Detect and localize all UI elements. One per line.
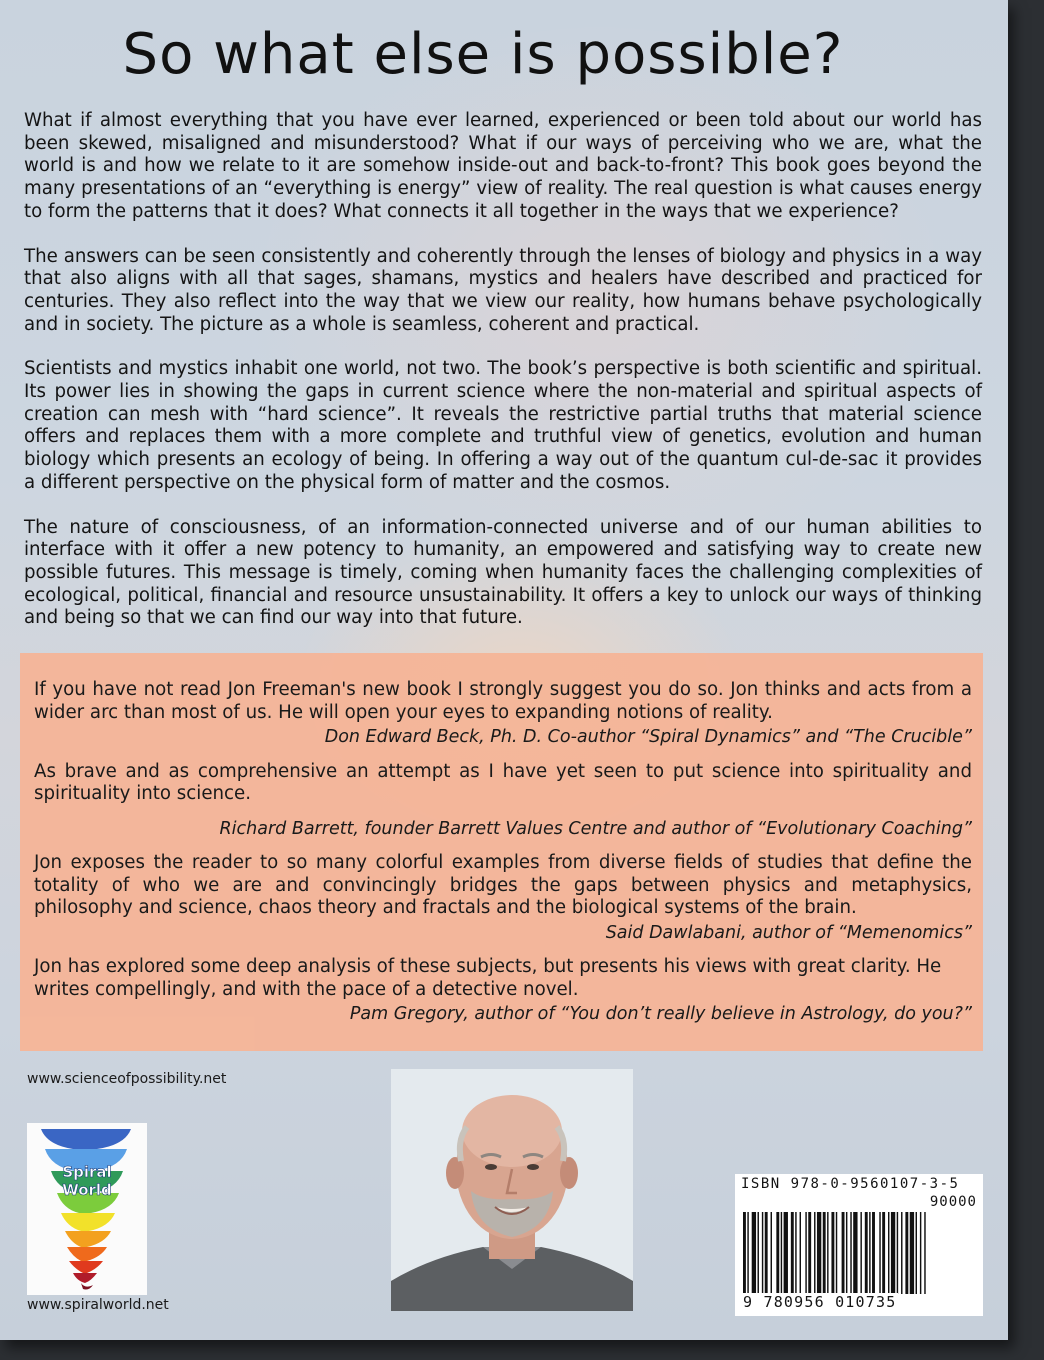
publisher-link[interactable]: www.spiralworld.net <box>27 1297 169 1313</box>
barcode-bar <box>872 1212 875 1294</box>
barcode-bar <box>831 1212 834 1294</box>
barcode-bar <box>795 1212 796 1294</box>
barcode-bar <box>860 1212 861 1294</box>
author-photo <box>391 1069 633 1311</box>
barcode-bar <box>850 1212 851 1294</box>
barcode-bar <box>924 1212 925 1294</box>
endorsements-box <box>20 653 983 1051</box>
barcode-bar <box>776 1212 779 1294</box>
barcode-bar <box>814 1212 815 1294</box>
endorsement-text: Jon has explored some deep analysis of these subjects, but presents his views with great clarity. He writes compellingly, and with the pace of a detective novel. <box>34 956 942 1000</box>
logo-line2: World <box>62 1181 112 1199</box>
barcode-bar <box>836 1212 837 1294</box>
barcode-bar <box>765 1212 768 1294</box>
endorsement-text: If you have not read Jon Freeman's new book I strongly suggest you do so. Jon thinks and acts from a wider arc than most of us. He will open your eyes to expanding notions of reality. <box>34 679 972 723</box>
barcode-bar <box>771 1212 772 1294</box>
barcode-bar <box>823 1212 826 1294</box>
barcode-bar <box>743 1212 746 1294</box>
barcode-bar <box>905 1212 908 1294</box>
spiral-logo-icon <box>27 1123 147 1295</box>
barcode-bar <box>882 1212 885 1294</box>
barcode-bar <box>879 1212 880 1294</box>
barcode-bar <box>781 1212 782 1294</box>
endorsement-attribution: Pam Gregory, author of “You don’t really believe in Astrology, do you?” <box>349 1004 972 1024</box>
barcode-bar <box>762 1212 763 1294</box>
barcode-bar <box>920 1212 921 1294</box>
barcode-bar <box>897 1212 898 1294</box>
barcode-bar <box>865 1212 868 1294</box>
price-code: 90000 <box>929 1194 977 1210</box>
blurb-paragraph: Scientists and mystics inhabit one world, not two. The book’s perspective is both scientific and spiritual. Its power lies in showing the gaps in current science where the non-material and spiritual aspects of creation can mesh with “hard science”. It reveals the restrictive partial truths that material science offers and replaces them with a more complete and truthful view of genetics, evolution and human biology which presents an ecology of being. In offering a way out of the quantum cul-de-sac it provides a different perspective on the physical form of matter and the cosmos. <box>24 358 982 493</box>
barcode-bar <box>869 1212 870 1294</box>
endorsement-text: Jon exposes the reader to so many colorful examples from diverse fields of studies that define the totality of who we are and convincingly bridges the gaps between physics and metaphysics, philosophy and science, chaos theory and fractals and the biological systems of the brain. <box>34 852 972 918</box>
blurb-paragraph: The nature of consciousness, of an information-connected universe and of our human abilities to interface with it offer a new potency to humanity, an empowered and satisfying way to create new possible futures. This message is timely, coming when humanity faces the challenging complexities of ecological, political, financial and resource unsustainability. It offers a key to unlock our ways of thinking and being so that we can find our way into that future. <box>24 516 982 629</box>
barcode-bar <box>827 1212 828 1294</box>
author-portrait-icon <box>391 1069 633 1311</box>
blurb-text <box>24 110 982 652</box>
ean-digits: 9 780956 010735 <box>743 1293 897 1311</box>
barcode-bar <box>808 1212 811 1294</box>
barcode-bar <box>888 1212 889 1294</box>
endorsement-attribution: Don Edward Beck, Ph. D. Co-author “Spiral Dynamics” and “The Crucible” <box>324 727 972 747</box>
barcode-bar <box>805 1212 806 1294</box>
endorsement-attribution: Said Dawlabani, author of “Memenomics” <box>605 922 972 943</box>
website-link[interactable]: www.scienceofpossibility.net <box>27 1071 227 1087</box>
endorsement-attribution: Richard Barrett, founder Barrett Values Centre and author of “Evolutionary Coaching” <box>219 818 972 839</box>
page-title: So what else is possible? <box>122 22 844 87</box>
barcode-bar <box>846 1212 847 1294</box>
barcode-bar <box>916 1212 917 1294</box>
barcode-bar <box>752 1212 756 1294</box>
barcode-bar <box>784 1212 788 1294</box>
barcode-bar <box>842 1212 845 1294</box>
barcode-bar <box>747 1212 748 1294</box>
blurb-paragraph: What if almost everything that you have ever learned, experienced or been told about our world has been skewed, misaligned and misunderstood? What if our ways of perceiving who we are, what the world is and how we relate to it are somehow inside-out and back-to-front? This book goes beyond the many presentations of an “everything is energy” view of reality. The real question is what causes energy to form the patterns that it does? What connects it all together in the ways that we experience? <box>24 110 982 222</box>
logo-line1: Spiral <box>62 1163 112 1181</box>
barcode-bar <box>817 1212 821 1294</box>
barcode-bar <box>901 1212 902 1294</box>
barcode-bar <box>910 1212 914 1294</box>
barcode-bar <box>758 1212 759 1294</box>
spiral-world-logo <box>27 1123 147 1295</box>
barcode-bar <box>891 1212 895 1294</box>
isbn-label: ISBN 978-0-9560107-3-5 <box>741 1176 960 1192</box>
isbn-barcode <box>735 1174 983 1316</box>
barcode-bar <box>791 1212 794 1294</box>
blurb-paragraph: The answers can be seen consistently and coherently through the lenses of biology and physics in a way that also aligns with all that sages, shamans, mystics and healers have described and practiced for centuries. They also reflect into the way that we view our reality, how humans behave psychologically and in society. The picture as a whole is seamless, coherent and practical. <box>24 245 982 335</box>
barcode-bar <box>853 1212 857 1294</box>
endorsement-text: As brave and as comprehensive an attempt as I have yet seen to put science into spirituality and spirituality into science. <box>34 760 972 804</box>
barcode-bar <box>800 1212 801 1294</box>
